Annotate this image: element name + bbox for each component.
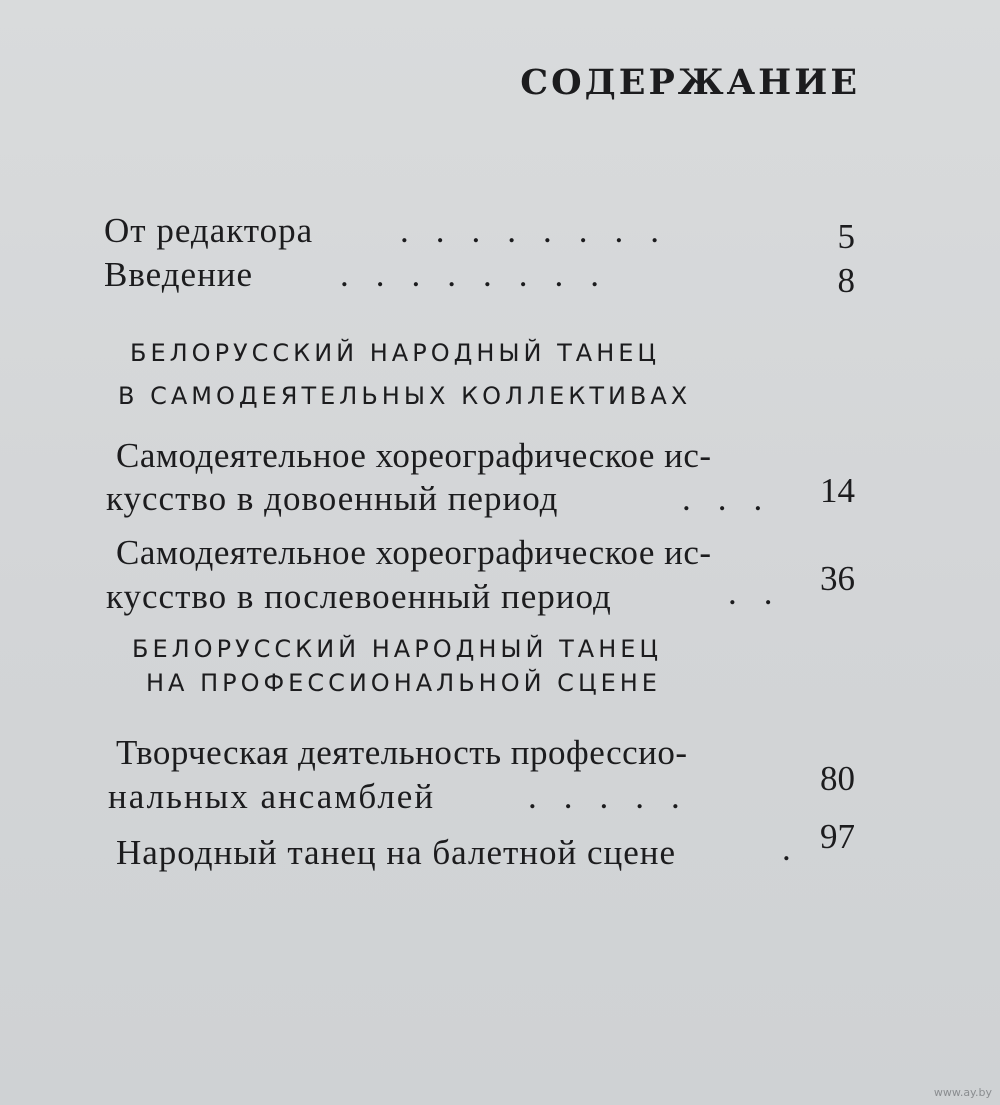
section2-heading-line2: НА ПРОФЕССИОНАЛЬНОЙ СЦЕНЕ xyxy=(146,669,661,697)
section1-heading-line2: В САМОДЕЯТЕЛЬНЫХ КОЛЛЕКТИВАХ xyxy=(118,382,692,410)
section2-item2-line1: Народный танец на балетной сцене xyxy=(116,833,677,872)
section2-item2-leader: . xyxy=(782,829,818,868)
entry-intro-leader: ........ xyxy=(340,255,626,294)
entry-editor-page: 5 xyxy=(837,217,855,256)
entry-intro-page: 8 xyxy=(837,261,855,300)
entry-editor-title: От редактора xyxy=(104,211,314,250)
section1-item1-line2: кусство в довоенный период xyxy=(106,479,559,518)
section2-heading-line1: БЕЛОРУССКИЙ НАРОДНЫЙ ТАНЕЦ xyxy=(132,635,663,663)
section1-item2-leader: .. xyxy=(728,573,800,612)
section1-item2-line1: Самодеятельное хореографическое ис- xyxy=(116,533,712,572)
entry-editor-leader: ........ xyxy=(400,211,686,250)
contents-title: СОДЕРЖАНИЕ xyxy=(520,62,860,103)
section1-item2-page: 36 xyxy=(820,559,855,598)
watermark: www.ay.by xyxy=(933,1086,992,1099)
section1-item1-line1: Самодеятельное хореографическое ис- xyxy=(116,436,712,475)
entry-intro-title: Введение xyxy=(104,255,254,294)
section1-item1-leader: ... xyxy=(682,479,790,518)
section1-heading-line1: БЕЛОРУССКИЙ НАРОДНЫЙ ТАНЕЦ xyxy=(130,339,661,367)
section2-item1-leader: ..... xyxy=(528,777,707,816)
section2-item1-page: 80 xyxy=(820,759,855,798)
section2-item1-line1: Творческая деятельность профессио- xyxy=(116,733,688,772)
section2-item1-line2: нальных ансамблей xyxy=(108,777,436,816)
section2-item2-page: 97 xyxy=(820,817,855,856)
section1-item1-page: 14 xyxy=(820,471,855,510)
section1-item2-line2: кусство в послевоенный период xyxy=(106,577,612,616)
